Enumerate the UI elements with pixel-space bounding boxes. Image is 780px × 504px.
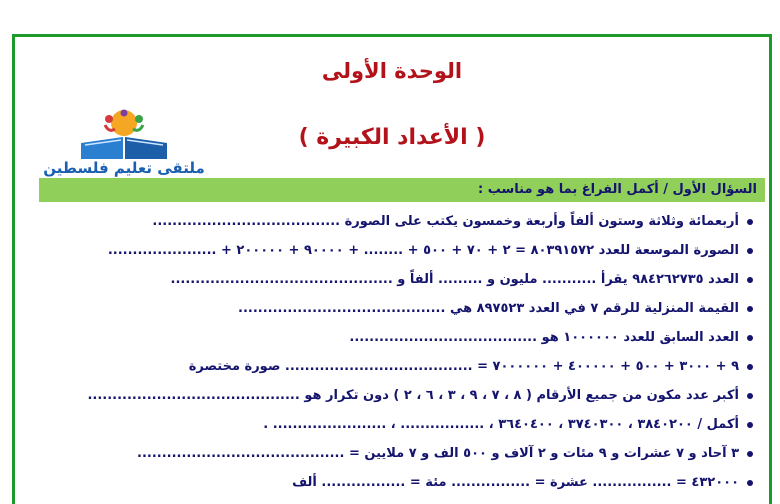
logo-text: ملتقى تعليم فلسطين — [43, 159, 205, 177]
list-item — [39, 381, 765, 410]
list-item — [39, 468, 765, 497]
bullet-icon — [747, 335, 753, 341]
item-text: ٣ آحاد و ٧ عشرات و ٩ مئات و ٢ آلاف و ٥٠٠ الف و ٧ ملايين = .......................................... — [137, 446, 739, 461]
item-text: أكمل / ٣٨٤٠٢٠٠ ، ٣٧٤٠٣٠٠ ، ٣٦٤٠٤٠٠ ، ................. ، ....................... . — [263, 417, 739, 432]
bullet-icon — [747, 306, 753, 312]
item-text: أكبر عدد مكون من جميع الأرقام ( ٨ ، ٧ ، ٩ ، ٣ ، ٦ ، ٢ ) دون تكرار هو ........................................... — [87, 388, 739, 403]
bullet-icon — [747, 451, 753, 457]
list-item — [39, 265, 765, 294]
list-item — [39, 207, 765, 236]
list-item — [39, 410, 765, 439]
list-item — [39, 323, 765, 352]
exercise-list — [39, 207, 765, 497]
item-text: أربعمائة وثلاثة وستون ألفاً وأربعة وخمسون يكتب على الصورة ...................................... — [152, 214, 739, 229]
bullet-icon — [747, 480, 753, 486]
item-text: العدد ٩٨٤٢٦٢٧٣٥ يقرأ ........... مليون و ......... ألفاً و ............................................. — [170, 272, 739, 287]
item-text: العدد السابق للعدد ١٠٠٠٠٠٠ هو ...................................... — [349, 330, 739, 345]
bullet-icon — [747, 364, 753, 370]
bullet-icon — [747, 277, 753, 283]
bullet-icon — [747, 393, 753, 399]
list-item — [39, 294, 765, 323]
item-text: ٩ + ٣٠٠٠ + ٥٠٠ + ٤٠٠٠٠٠ + ٧٠٠٠٠٠٠ = ...................................... صورة مختصرة — [188, 359, 739, 374]
list-item — [39, 352, 765, 381]
bullet-icon — [747, 219, 753, 225]
item-text: ٤٣٢٠٠٠ = ................ عشرة = ................ مئة = ................. ألف — [292, 475, 739, 490]
worksheet-page — [12, 34, 772, 504]
item-text: الصورة الموسعة للعدد ٨٠٣٩١٥٧٢ = ٢ + ٧٠ + ٥٠٠ + ........ + ٩٠٠٠٠ + ٢٠٠٠٠٠ + ...................... — [107, 243, 739, 258]
item-text: القيمة المنزلية للرقم ٧ في العدد ٨٩٧٥٢٣ هي .......................................... — [238, 301, 739, 316]
bullet-icon — [747, 422, 753, 428]
list-item — [39, 439, 765, 468]
bullet-icon — [747, 248, 753, 254]
question-heading: السؤال الأول / أكمل الفراغ بما هو مناسب : — [39, 178, 765, 202]
unit-title: الوحدة الأولى — [321, 59, 463, 83]
list-item — [39, 236, 765, 265]
lesson-title: ( الأعداد الكبيرة ) — [298, 125, 486, 150]
